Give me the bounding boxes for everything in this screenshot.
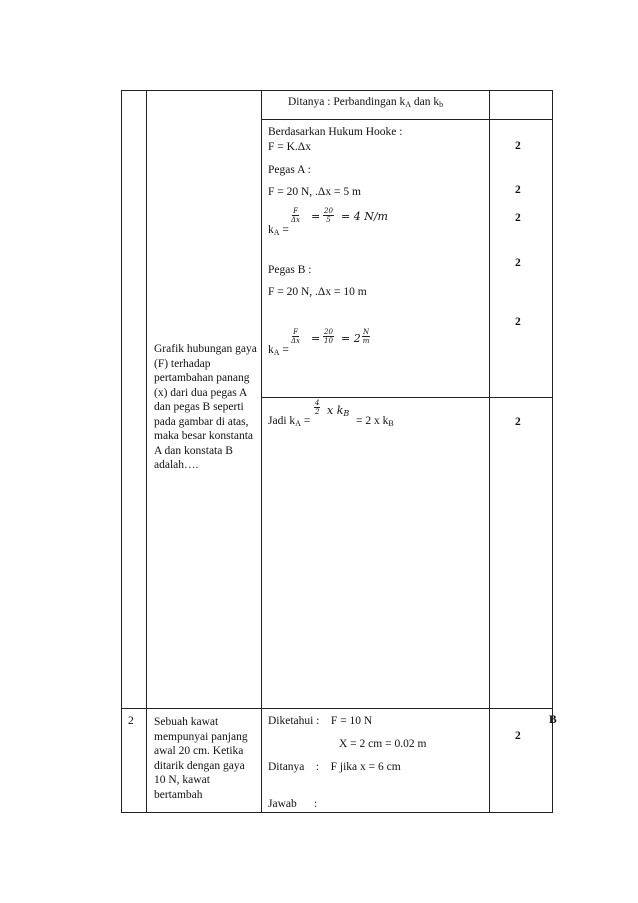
hooke-formula: F = K.Δx <box>268 141 311 153</box>
ditanya-line <box>288 96 443 111</box>
score-kb: 2 <box>515 316 521 328</box>
table-row-divider-b <box>261 397 553 398</box>
ditanya-text: Ditanya : Perbandingan k <box>288 96 406 108</box>
jadi-result-text: = 2 x k <box>356 415 389 427</box>
ditanya-mid: dan k <box>411 96 440 108</box>
jadi-result <box>356 415 394 430</box>
margin-letter-b: B <box>549 714 557 726</box>
kb-frac2-den: 10 <box>324 337 333 345</box>
jadi-xkb <box>327 404 349 418</box>
table-row-divider-a <box>261 119 553 120</box>
score-ka: 2 <box>515 212 521 224</box>
ditanya-2-line: Ditanya : F jika x = 6 cm <box>268 761 401 773</box>
kb-unit-n: N <box>363 328 370 336</box>
table-col2-divider <box>261 90 262 813</box>
table-border-bottom <box>121 812 553 813</box>
kb-eq: = <box>279 344 289 356</box>
ditanya-sub-b: b <box>439 100 444 109</box>
kb-frac2-num: 20 <box>324 328 333 336</box>
row-number-2: 2 <box>128 715 134 727</box>
ka-frac-den: Δx <box>291 216 301 224</box>
kb-k: k <box>268 344 274 356</box>
diketahui-x: X = 2 cm = 0.02 m <box>339 738 427 750</box>
jadi-xkb-sub: B <box>343 409 350 418</box>
jawab-line: Jawab : <box>268 798 318 810</box>
kb-fraction-20-10 <box>323 328 334 345</box>
ka-sub: A <box>273 228 280 237</box>
jadi-xkb-text: x k <box>327 404 344 417</box>
jadi-frac-num: 4 <box>315 399 320 407</box>
ka-frac2-den: 5 <box>326 216 331 224</box>
table-border-top <box>121 90 553 91</box>
pegas-b-label: Pegas B : <box>268 264 312 276</box>
jadi-label <box>268 415 310 430</box>
jadi-sub: A <box>295 419 301 428</box>
hooke-heading: Berdasarkan Hukum Hooke : <box>268 126 403 138</box>
ka-fraction-20-5 <box>323 207 334 224</box>
table-row-divider-main <box>121 708 553 709</box>
jadi-result-sub: B <box>388 419 394 428</box>
score-hooke: 2 <box>515 140 521 152</box>
ka-frac2-num: 20 <box>324 207 333 215</box>
score-pegas-b: 2 <box>515 257 521 269</box>
kb-frac-num: F <box>293 328 298 336</box>
kb-fraction-f-dx <box>291 328 300 345</box>
kb-result: = 2 <box>341 332 361 345</box>
table-border-left <box>121 90 122 813</box>
ka-equals-1: = <box>311 210 321 223</box>
kb-unit-m: m <box>362 337 370 345</box>
ka-eq: = <box>279 224 289 236</box>
kb-sub: A <box>273 348 280 357</box>
table-border-right <box>552 90 553 813</box>
ka-k: k <box>268 224 274 236</box>
pegas-b-values: F = 20 N, .Δx = 10 m <box>268 286 367 298</box>
pegas-a-label: Pegas A : <box>268 164 311 176</box>
ka-result: = 4 N/m <box>341 210 388 223</box>
ka-label <box>268 224 289 239</box>
kb-label <box>268 344 289 359</box>
table-col1-divider <box>146 90 147 813</box>
ka-fraction-f-dx <box>291 207 300 224</box>
jadi-text: Jadi k <box>268 415 296 427</box>
jadi-fraction <box>314 399 320 416</box>
ditanya-sub-a: A <box>405 100 411 109</box>
score-pegas-a-values: 2 <box>515 184 521 196</box>
question-1-text: Grafik hubungan gaya (F) terhadap pertambahan panang (x) dari dua pegas A dan pegas B seperti pada gambar di atas, maka besar konstanta A dan konstata B adalah…. <box>154 343 257 471</box>
jadi-eq: = <box>300 415 311 427</box>
kb-equals-1: = <box>311 332 321 345</box>
table-col3-divider <box>489 90 490 813</box>
jadi-frac-den: 2 <box>315 408 320 416</box>
question-2-text: Sebuah kawat mempunyai panjang awal 20 cm. Ketika ditarik dengan gaya 10 N, kawat bertambah <box>154 716 248 801</box>
kb-unit-fraction <box>362 328 370 345</box>
kb-frac-den: Δx <box>291 337 301 345</box>
diketahui-line: Diketahui : F = 10 N <box>268 715 373 727</box>
pegas-a-values: F = 20 N, .Δx = 5 m <box>268 186 361 198</box>
score-diketahui: 2 <box>515 730 521 742</box>
ka-frac-num: F <box>293 207 298 215</box>
score-jadi: 2 <box>515 416 521 428</box>
